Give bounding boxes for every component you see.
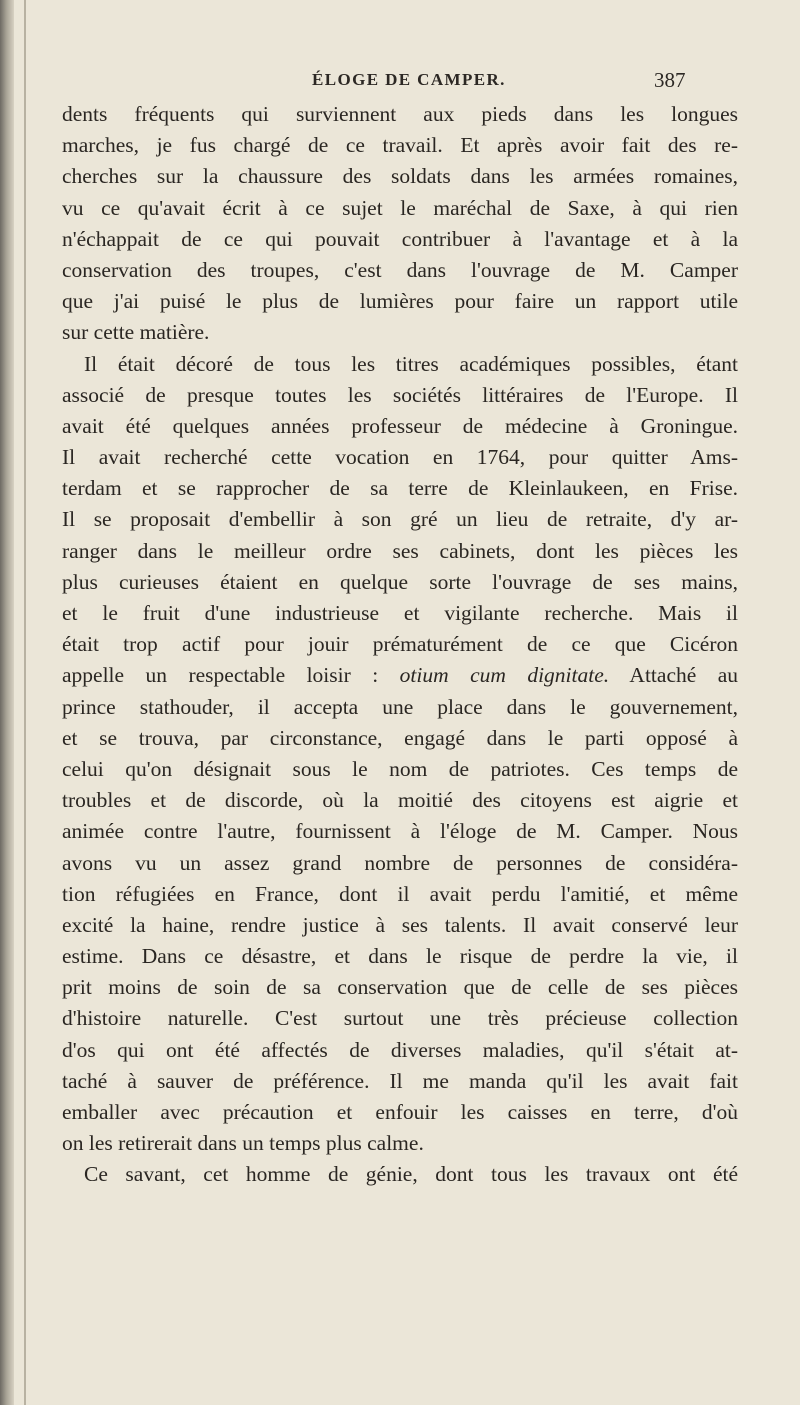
text-line: on les retirerait dans un temps plus calme. [62, 1131, 424, 1156]
text-line: d'os qui ont été affectés de diverses maladies, qu'il s'était at- [62, 1037, 738, 1062]
text-line: vu ce qu'avait écrit à ce sujet le maréchal de Saxe, à qui rien [62, 195, 738, 220]
page-binding-edge [0, 0, 14, 1405]
text-line: plus curieuses étaient en quelque sorte l'ouvrage de ses mains, [62, 569, 738, 594]
text-fragment: Attaché au [629, 663, 739, 688]
text-line: que j'ai puisé le plus de lumières pour faire un rapport utile [62, 289, 738, 314]
text-line: sur cette matière. [62, 320, 210, 345]
text-line: associé de presque toutes les sociétés littéraires de l'Europe. Il [62, 382, 738, 407]
text-line: marches, je fus chargé de ce travail. Et après avoir fait des re- [62, 133, 738, 158]
text-line: estime. Dans ce désastre, et dans le risque de perdre la vie, il [62, 944, 738, 969]
text-line: n'échappait de ce qui pouvait contribuer à l'avantage et à la [62, 226, 738, 251]
page-margin-line [24, 0, 26, 1405]
text-line: troubles et de discorde, où la moitié des citoyens est aigrie et [62, 788, 738, 813]
latin-phrase: otium cum dignitate. [399, 663, 610, 688]
body-text [62, 99, 738, 1191]
text-line: Il était décoré de tous les titres académiques possibles, étant [84, 351, 738, 376]
text-line: était trop actif pour jouir prématurément de ce que Cicéron [62, 632, 738, 657]
text-line: Il avait recherché cette vocation en 1764, pour quitter Ams- [62, 445, 738, 470]
text-line: taché à sauver de préférence. Il me manda qu'il les avait fait [62, 1068, 738, 1093]
text-line: celui qu'on désignait sous le nom de patriotes. Ces temps de [62, 756, 738, 781]
text-line: prit moins de soin de sa conservation que de celle de ses pièces [62, 975, 738, 1000]
text-line: excité la haine, rendre justice à ses talents. Il avait conservé leur [62, 912, 738, 937]
text-line: d'histoire naturelle. C'est surtout une très précieuse collection [62, 1006, 738, 1031]
text-line: et se trouva, par circonstance, engagé dans le parti opposé à [62, 725, 738, 750]
text-line: terdam et se rapprocher de sa terre de Kleinlaukeen, en Frise. [62, 476, 738, 501]
page-number: 387 [654, 68, 686, 92]
text-line: Ce savant, cet homme de génie, dont tous les travaux ont été [84, 1162, 738, 1187]
text-line: animée contre l'autre, fournissent à l'éloge de M. Camper. Nous [62, 819, 738, 844]
text-line: conservation des troupes, c'est dans l'ouvrage de M. Camper [62, 257, 738, 282]
running-head [0, 70, 800, 98]
text-line: dents fréquents qui surviennent aux pieds dans les longues [62, 102, 738, 126]
running-title: ÉLOGE DE CAMPER. [312, 70, 506, 89]
text-line: Il se proposait d'embellir à son gré un lieu de retraite, d'y ar- [62, 507, 738, 532]
text-line: cherches sur la chaussure des soldats dans les armées romaines, [62, 164, 738, 189]
text-line: avons vu un assez grand nombre de personnes de considéra- [62, 850, 738, 875]
text-line: tion réfugiées en France, dont il avait perdu l'amitié, et même [62, 881, 738, 906]
text-line: emballer avec précaution et enfouir les caisses en terre, d'où [62, 1100, 738, 1124]
text-line: et le fruit d'une industrieuse et vigilante recherche. Mais il [62, 601, 738, 625]
text-fragment: appelle un respectable loisir : [62, 663, 379, 688]
text-line: ranger dans le meilleur ordre ses cabinets, dont les pièces les [62, 538, 738, 563]
text-line: avait été quelques années professeur de médecine à Groningue. [62, 413, 738, 438]
text-line-with-italic [62, 660, 738, 691]
text-line: prince stathouder, il accepta une place dans le gouvernement, [62, 694, 738, 719]
